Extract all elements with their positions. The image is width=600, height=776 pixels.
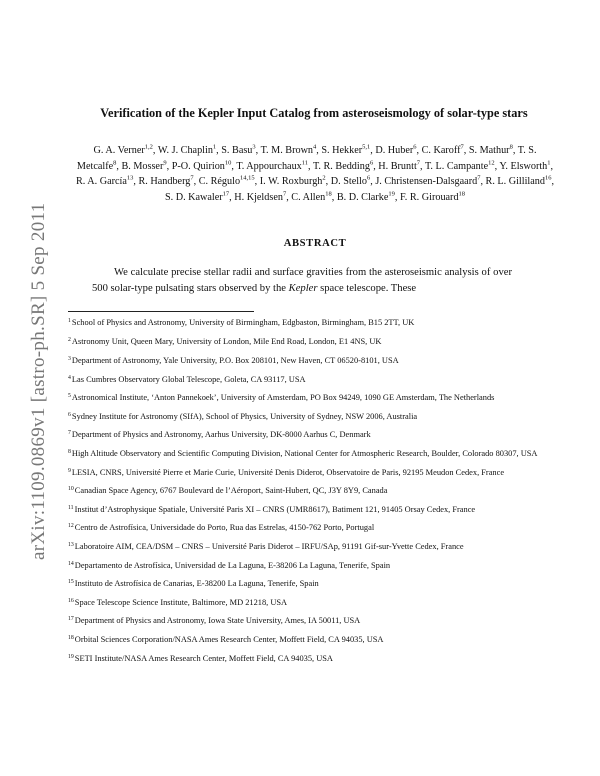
affiliation-text: High Altitude Observatory and Scientific Computing Division, National Center for Atmospheric Research, Boulder, Colorado 80307, USA	[71, 448, 538, 458]
author	[199, 176, 260, 187]
affiliation-item	[68, 614, 560, 626]
author	[261, 145, 322, 156]
author-affil-mark: 18	[325, 190, 332, 198]
author	[172, 161, 237, 172]
affiliation-number: 10	[68, 486, 74, 493]
author-separator: ,	[308, 160, 313, 172]
affiliation-text: Department of Physics and Astronomy, Aarhus University, DK-8000 Aarhus C, Denmark	[71, 430, 371, 440]
affiliation-number: 7	[68, 430, 71, 437]
author	[76, 176, 139, 187]
author-affil-mark: 6	[413, 143, 417, 151]
author-affil-mark: 12	[488, 159, 495, 167]
affiliation-number: 11	[68, 504, 74, 511]
affiliation-text: Orbital Sciences Corporation/NASA Ames Research Center, Moffett Field, CA 94035, USA	[74, 634, 384, 644]
author-name: S. Mathur	[468, 145, 510, 156]
author-name: H. Kjeldsen	[234, 191, 283, 203]
affiliation-text: Astronomical Institute, ‘Anton Pannekoek’, University of Amsterdam, PO Box 94249, 1090 GE Amsterdam, The Netherlands	[71, 393, 495, 403]
author	[165, 192, 234, 203]
author-name: S. Hekker	[321, 145, 363, 156]
author-affil-mark: 1	[212, 143, 217, 151]
author-name: C. Karoff	[421, 145, 461, 156]
affiliation-item	[68, 652, 560, 664]
affiliation-item	[68, 503, 560, 515]
author	[121, 161, 171, 172]
author	[158, 145, 221, 156]
paper-title: Verification of the Kepler Input Catalog from asteroseismology of solar-type stars	[100, 106, 528, 120]
author-affil-mark: 10	[224, 159, 232, 167]
author-affil-mark: 1,2	[144, 143, 153, 151]
affiliation-item	[68, 410, 560, 422]
author	[234, 192, 291, 203]
footnote-rule	[68, 311, 254, 312]
author-separator: ,	[370, 176, 376, 187]
author-affil-mark: 18	[458, 190, 466, 198]
author-affil-mark: 19	[388, 190, 395, 198]
affiliation-item	[68, 633, 560, 645]
arxiv-stamp: arXiv:1109.0869v1 [astro-ph.SR] 5 Sep 2011	[28, 202, 49, 560]
author	[331, 176, 376, 187]
author-separator: ,	[325, 176, 331, 187]
affiliation-text: School of Physics and Astronomy, University of Birmingham, Edgbaston, Birmingham, B15 2TT, UK	[71, 318, 415, 327]
author-separator: ,	[229, 191, 235, 203]
author-name: T. Appourchaux	[236, 160, 302, 172]
author-separator: ,	[416, 145, 422, 156]
affiliation-text: Laboratoire AIM, CEA/DSM – CNRS – Université Paris Diderot – IRFU/SAp, 91191 Gif-sur-Yvette Cedex, France	[74, 541, 464, 551]
author-separator: ,	[193, 176, 199, 187]
author-name: F. R. Girouard	[399, 191, 459, 203]
affiliation-item	[68, 316, 560, 328]
author	[321, 145, 375, 156]
author-affil-mark: 11	[301, 159, 309, 167]
affiliation-item	[68, 559, 560, 571]
author-affil-mark: 16	[544, 174, 552, 182]
affiliation-text: SETI Institute/NASA Ames Research Center, Moffett Field, CA 94035, USA	[74, 653, 333, 663]
affiliation-number: 8	[68, 448, 71, 455]
author-separator: ,	[316, 145, 322, 156]
affiliation-number: 13	[68, 541, 74, 548]
author	[93, 145, 157, 156]
author-name: C. Régulo	[198, 176, 241, 187]
author	[486, 176, 554, 187]
author	[499, 161, 553, 172]
affiliation-number: 4	[68, 374, 71, 381]
affiliation-text: Departamento de Astrofísica, Universidad de La Laguna, E-38206 La Laguna, Tenerife, Spain	[74, 560, 391, 570]
author-affil-mark: 7	[416, 159, 421, 167]
author-separator: ,	[494, 160, 500, 172]
author-affil-mark: 7	[477, 174, 481, 182]
affiliation-number: 14	[68, 560, 74, 567]
author-separator: ,	[216, 145, 222, 156]
affiliation-number: 17	[68, 616, 74, 623]
affiliation-number: 1	[68, 318, 71, 324]
author-separator: ,	[152, 145, 158, 156]
affiliation-text: Department of Astronomy, Yale University, P.O. Box 208101, New Haven, CT 06520-8101, USA	[71, 356, 399, 365]
author-separator: ,	[370, 145, 376, 156]
author-name: J. Christensen-Dalsgaard	[375, 176, 478, 187]
author-separator: ,	[255, 145, 261, 156]
affiliation-text: Canadian Space Agency, 6767 Boulevard de l’Aéroport, Saint-Hubert, QC, J3Y 8Y9, Canada	[74, 486, 388, 496]
affiliation-number: 9	[68, 467, 71, 474]
author-name: Y. Elsworth	[499, 160, 548, 172]
author	[400, 192, 465, 203]
author-name: R. A. García	[75, 176, 127, 187]
affiliation-number: 12	[68, 523, 74, 530]
author-affil-mark: 5,1	[362, 143, 371, 151]
author-affil-mark: 3	[252, 143, 256, 151]
affiliation-text: Instituto de Astrofísica de Canarias, E-38200 La Laguna, Tenerife, Spain	[74, 579, 319, 589]
author	[375, 145, 421, 156]
affiliation-number: 18	[68, 634, 74, 641]
author-affil-mark: 8	[113, 159, 117, 167]
affiliation-text: Las Cumbres Observatory Global Telescope, Goleta, CA 93117, USA	[71, 374, 306, 384]
author-separator: ,	[331, 191, 337, 203]
author-separator: ,	[133, 176, 139, 187]
author-name: D. Huber	[375, 145, 414, 156]
author-name: W. J. Chaplin	[157, 145, 213, 156]
author-name: R. Handberg	[138, 176, 191, 187]
author-name: T. S. Metcalfe	[76, 145, 537, 172]
affiliation-list	[68, 316, 560, 670]
author-separator: ,	[480, 176, 486, 187]
author-name: D. Stello	[330, 176, 367, 187]
affiliation-item	[68, 391, 560, 403]
author-name: H. Bruntt	[378, 160, 417, 172]
abstract-text	[92, 265, 512, 297]
author-name: R. L. Gilliland	[485, 176, 545, 187]
author-separator: ,	[116, 160, 122, 172]
author-affil-mark: 9	[163, 159, 167, 167]
author-name: S. D. Kawaler	[164, 191, 223, 203]
author-separator: ,	[254, 176, 260, 187]
author	[337, 192, 400, 203]
affiliation-text: Sydney Institute for Astronomy (SIfA), School of Physics, University of Sydney, NSW 2006, Australia	[71, 411, 418, 421]
author	[260, 176, 331, 187]
author-separator: ,	[512, 145, 518, 156]
affiliation-item	[68, 521, 560, 533]
affiliation-item	[68, 540, 560, 552]
author-affil-mark: 8	[509, 143, 513, 151]
author	[236, 161, 313, 172]
author-separator: ,	[420, 160, 425, 172]
author	[425, 161, 499, 172]
author	[139, 176, 199, 187]
author-affil-mark: 2	[322, 174, 326, 182]
affiliation-item	[68, 466, 560, 478]
affiliation-item	[68, 577, 560, 589]
author-affil-mark: 7	[190, 174, 194, 182]
author-name: B. D. Clarke	[336, 191, 389, 203]
author-name: T. R. Bedding	[312, 160, 370, 172]
affiliation-number: 3	[68, 356, 71, 362]
author-separator: ,	[394, 191, 400, 203]
affiliation-number: 6	[68, 411, 71, 418]
author-separator: ,	[286, 191, 292, 203]
author	[221, 145, 260, 156]
abstract-text-after: space telescope. These	[317, 283, 417, 294]
author-affil-mark: 7	[282, 190, 287, 198]
affiliation-item	[68, 484, 560, 496]
author-affil-mark: 7	[460, 143, 464, 151]
affiliation-item	[68, 447, 560, 459]
affiliation-text: LESIA, CNRS, Université Pierre et Marie Curie, Université Denis Diderot, Observatoire de Paris, 92195 Meudon Cedex, France	[71, 467, 505, 477]
author	[313, 161, 378, 172]
author	[378, 161, 425, 172]
author-separator: ,	[166, 160, 172, 172]
abstract-text-before: We calculate precise stellar radii and surface gravities from the asteroseismic analysis of over 500 solar-type pulsating stars observed by the	[92, 267, 512, 294]
affiliation-text: Centro de Astrofísica, Universidade do Porto, Rua das Estrelas, 4150-762 Porto, Portugal	[74, 523, 375, 533]
affiliation-text: Department of Physics and Astronomy, Iowa State University, Ames, IA 50011, USA	[74, 616, 361, 626]
author-separator: ,	[373, 160, 379, 172]
author-separator: ,	[231, 160, 237, 172]
author-affil-mark: 14,15	[240, 174, 255, 182]
author	[375, 176, 485, 187]
abstract-emphasis: Kepler	[288, 283, 318, 294]
author	[469, 145, 518, 156]
author-affil-mark: 17	[222, 190, 230, 198]
affiliation-number: 16	[68, 597, 74, 604]
author-affil-mark: 1	[547, 159, 551, 167]
author	[422, 145, 469, 156]
author-name: C. Allen	[291, 191, 326, 203]
affiliation-item	[68, 428, 560, 440]
author-list	[72, 143, 558, 205]
affiliation-text: Space Telescope Science Institute, Baltimore, MD 21218, USA	[74, 597, 288, 607]
affiliation-number: 15	[68, 579, 74, 586]
author-affil-mark: 6	[366, 174, 371, 182]
affiliation-number: 19	[68, 653, 74, 660]
affiliation-number: 5	[68, 393, 71, 400]
author-separator: ,	[463, 145, 469, 156]
author-separator: ,	[551, 176, 555, 187]
affiliation-text: Astronomy Unit, Queen Mary, University of London, Mile End Road, London, E1 4NS, UK	[71, 337, 382, 347]
author-name: P-O. Quirion	[171, 160, 225, 172]
affiliation-number: 2	[68, 337, 71, 344]
author-name: S. Basu	[221, 145, 253, 156]
affiliation-item	[68, 354, 560, 366]
affiliation-item	[68, 596, 560, 608]
abstract-heading: ABSTRACT	[283, 238, 347, 249]
author-affil-mark: 6	[369, 159, 374, 167]
author-name: T. M. Brown	[260, 145, 314, 156]
author	[291, 192, 337, 203]
author-name: I. W. Roxburgh	[259, 176, 323, 187]
author-affil-mark: 13	[126, 174, 134, 182]
author-separator: ,	[550, 160, 554, 172]
affiliation-item	[68, 373, 560, 385]
author-affil-mark: 4	[313, 143, 317, 151]
affiliation-item	[68, 335, 560, 347]
author-name: B. Mosser	[121, 160, 164, 172]
author-name: T. L. Campante	[424, 160, 489, 172]
author-name: G. A. Verner	[93, 145, 145, 156]
affiliation-text: Institut d’Astrophysique Spatiale, Université Paris XI – CNRS (UMR8617), Batiment 121, 91405 Orsay Cedex, France	[74, 504, 476, 514]
